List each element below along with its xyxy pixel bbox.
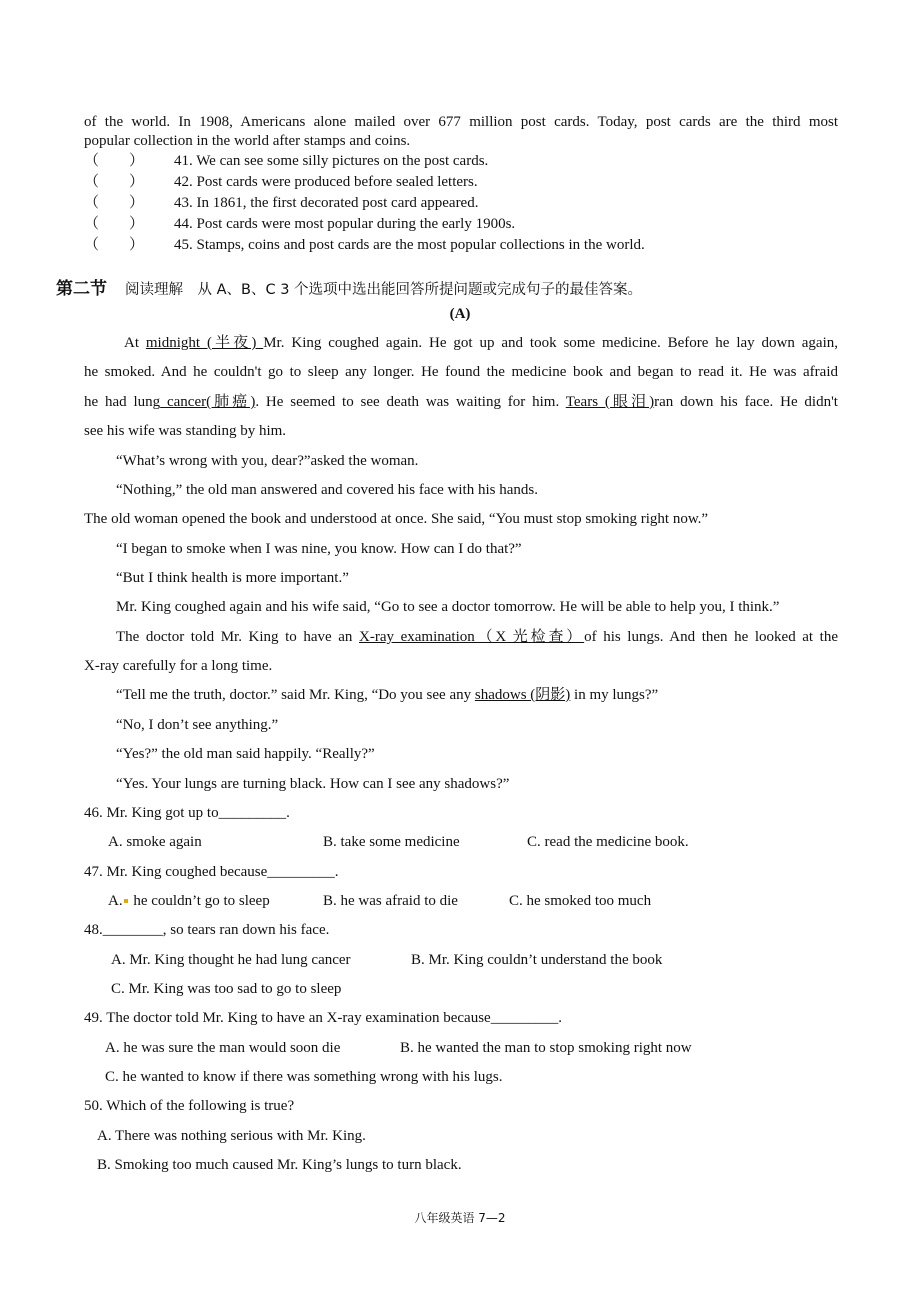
answer-paren[interactable]: （ ） [84,174,145,190]
question-48-stem: 48.________, so tears ran down his face. [84,922,330,938]
text-run: . He seemed to see death was waiting for him. [255,394,566,410]
q47-option-c[interactable]: C. he smoked too much [509,893,652,909]
text-run: Mr. King coughed again. He got up and took some medicine. Before he lay down again, [263,335,838,351]
tf-item-text: 44. Post cards were most popular during the early 1900s. [174,216,516,232]
passage-line-4: see his wife was standing by him. [84,423,287,439]
question-46-stem: 46. Mr. King got up to_________. [84,805,290,821]
q46-option-a[interactable]: A. smoke again [108,834,202,850]
dialog-line-9 [116,685,838,705]
section-title: 第二节 [56,279,107,299]
tf-item-text: 43. In 1861, the first decorated post card appeared. [174,195,479,211]
q48-option-a[interactable]: A. Mr. King thought he had lung cancer [111,952,351,968]
dialog-line-3: The old woman opened the book and understood at once. She said, “You must stop smoking right now.” [84,511,709,527]
dialog-line-5: “But I think health is more important.” [116,570,349,586]
passage-line-3 [84,392,838,412]
q47-option-b[interactable]: B. he was afraid to die [323,893,458,909]
passage-label: (A) [449,306,471,322]
q46-option-c[interactable]: C. read the medicine book. [527,834,689,850]
option-letter: A. [108,893,123,909]
tf-item-text: 42. Post cards were produced before sealed letters. [174,174,478,190]
question-47-stem: 47. Mr. King coughed because_________. [84,864,339,880]
text-run: At [124,335,146,351]
dialog-line-4: “I began to smoke when I was nine, you know. How can I do that?” [116,541,522,557]
dialog-line-7 [116,627,838,647]
tf-item-44 [84,214,838,234]
q47-option-a[interactable] [108,891,270,911]
section-instruction: 阅读理解 从 A、B、C 3 个选项中选出能回答所提问题或完成句子的最佳答案。 [125,282,643,298]
dialog-line-2: “Nothing,” the old man answered and covered his face with his hands. [116,482,538,498]
dialog-line-10: “No, I don’t see anything.” [116,717,279,733]
tf-item-text: 45. Stamps, coins and post cards are the most popular collections in the world. [174,237,645,253]
q48-option-b[interactable]: B. Mr. King couldn’t understand the book [411,952,663,968]
tf-item-text: 41. We can see some silly pictures on the post cards. [174,153,489,169]
vocab-cancer: cancer(肺癌) [160,394,256,410]
q48-option-c[interactable]: C. Mr. King was too sad to go to sleep [111,981,342,997]
q49-option-c[interactable]: C. he wanted to know if there was something wrong with his lugs. [105,1069,503,1085]
dialog-line-12: “Yes. Your lungs are turning black. How can I see any shadows?” [116,776,510,792]
q50-option-b[interactable]: B. Smoking too much caused Mr. King’s lungs to turn black. [97,1157,462,1173]
passage-line-2: he smoked. And he couldn't go to sleep any longer. He found the medicine book and began to read it. He was afraid [84,364,838,380]
intro-line-1: of the world. In 1908, Americans alone mailed over 677 million post cards. Today, post cards are the third most [84,114,838,130]
text-run: The doctor told Mr. King to have an [116,629,360,645]
option-text: he couldn’t go to sleep [129,893,270,909]
passage-line-1 [124,333,838,353]
vocab-midnight: midnight (半夜) [145,335,264,351]
dialog-line-11: “Yes?” the old man said happily. “Really?” [116,746,375,762]
dialog-line-6: Mr. King coughed again and his wife said, “Go to see a doctor tomorrow. He will be able to help you, I think.” [116,599,780,615]
text-run: in my lungs?” [570,687,659,703]
vocab-shadows: shadows (阴影) [474,687,571,703]
tf-item-43 [84,193,838,213]
answer-paren[interactable]: （ ） [84,216,145,232]
text-run: ran down his face. He didn't [654,394,838,410]
dialog-line-8: X-ray carefully for a long time. [84,658,273,674]
question-49-stem: 49. The doctor told Mr. King to have an X-ray examination because_________. [84,1010,562,1026]
intro-line-2: popular collection in the world after stamps and coins. [84,133,411,149]
cursor-mark-icon [124,899,128,903]
tf-item-42 [84,172,838,192]
answer-paren[interactable]: （ ） [84,237,145,253]
q49-option-b[interactable]: B. he wanted the man to stop smoking right now [400,1040,692,1056]
tf-item-45 [84,235,838,255]
text-run: he had lung [84,394,161,410]
text-run: “Tell me the truth, doctor.” said Mr. King, “Do you see any [116,687,475,703]
q49-option-a[interactable]: A. he was sure the man would soon die [105,1040,341,1056]
answer-paren[interactable]: （ ） [84,153,145,169]
text-run: of his lungs. And then he looked at the [584,629,839,645]
section-heading [56,278,642,301]
question-50-stem: 50. Which of the following is true? [84,1098,295,1114]
dialog-line-1: “What’s wrong with you, dear?”asked the woman. [116,453,419,469]
q46-option-b[interactable]: B. take some medicine [323,834,460,850]
tf-item-41 [84,151,838,171]
vocab-tears: Tears (眼泪) [565,394,655,410]
page-footer: 八年级英语 7—2 [414,1211,506,1225]
q50-option-a[interactable]: A. There was nothing serious with Mr. King. [97,1128,366,1144]
answer-paren[interactable]: （ ） [84,195,145,211]
vocab-xray: X-ray examination（X 光检查） [359,629,585,645]
